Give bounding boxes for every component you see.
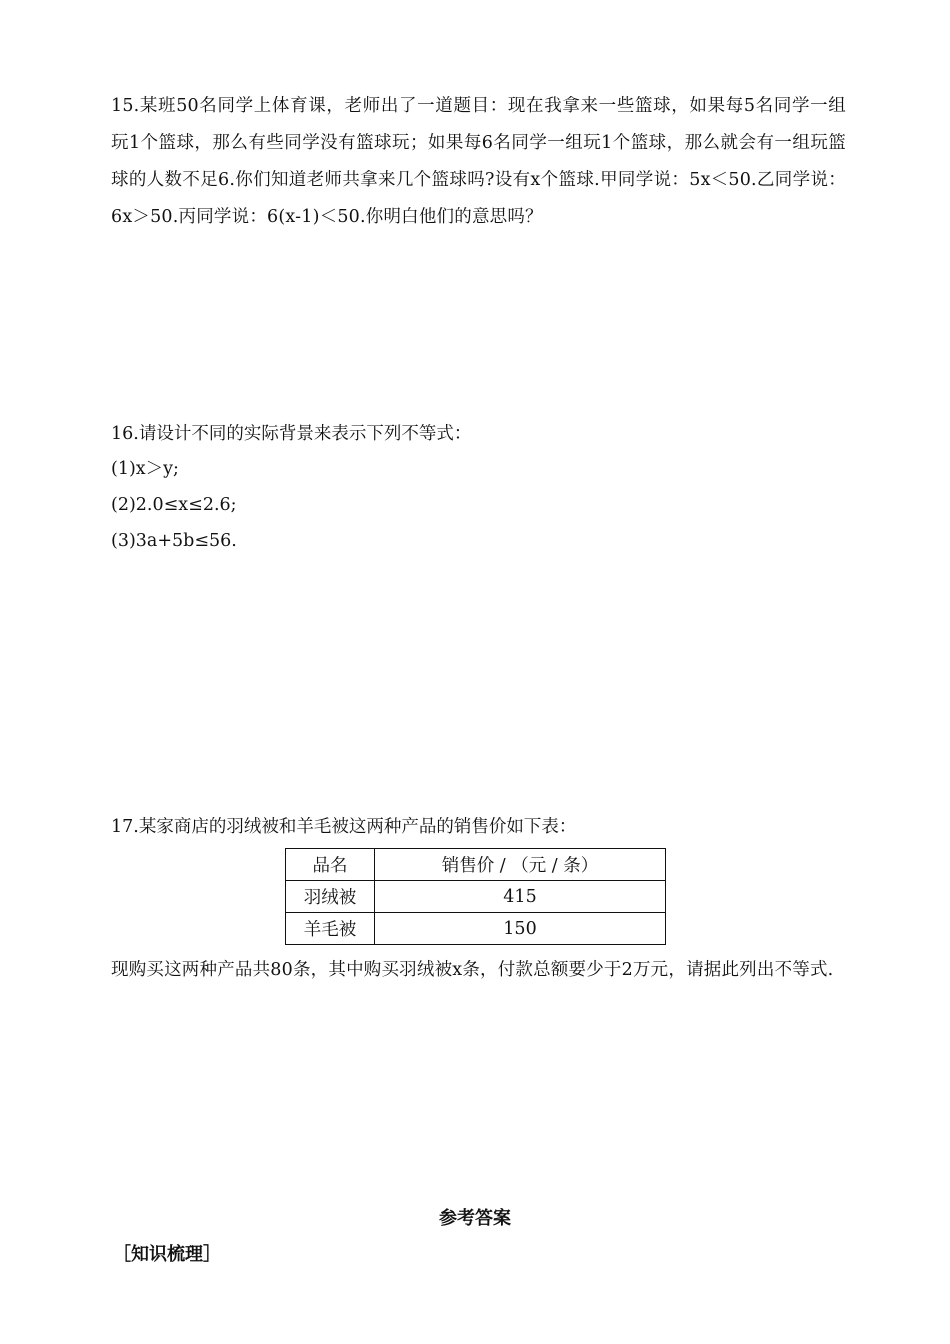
question-17-title: 17.某家商店的羽绒被和羊毛被这两种产品的销售价如下表： (111, 817, 577, 837)
table-cell: 羽绒被 (286, 881, 375, 913)
table-header-cell: 品名 (286, 849, 375, 881)
table-cell: 羊毛被 (286, 913, 375, 945)
price-table (285, 848, 666, 945)
question-16-item-2: (2)2.0≤x≤2.6; (111, 495, 237, 515)
table-row (286, 913, 666, 945)
question-17-body: 现购买这两种产品共80条，其中购买羽绒被x条，付款总额要少于2万元，请据此列出不等式. (111, 960, 834, 980)
table-row (286, 881, 666, 913)
question-16-item-3: (3)3a+5b≤56. (111, 531, 237, 551)
question-16-title: 16.请设计不同的实际背景来表示下列不等式： (111, 424, 472, 444)
table-header-row (286, 849, 666, 881)
table-cell: 415 (375, 881, 666, 913)
table-cell: 150 (375, 913, 666, 945)
table-header-cell: 销售价 / （元 / 条） (375, 849, 666, 881)
question-15: 15.某班50名同学上体育课，老师出了一道题目：现在我拿来一些篮球，如果每5名同学一组玩1个篮球，那么有些同学没有篮球玩；如果每6名同学一组玩1个篮球，那么就会有一组玩篮球的人数不足6.你们知道老师共拿来几个篮球吗?设有x个篮球.甲同学说：5x＜50.乙同学说：6x＞50.丙同学说：6(x-1)＜50.你明白他们的意思吗？ (111, 96, 846, 227)
answers-title: 参考答案 (439, 1208, 511, 1229)
section-heading: ［知识梳理］ (113, 1244, 221, 1265)
question-16-item-1: (1)x＞y; (111, 459, 179, 479)
